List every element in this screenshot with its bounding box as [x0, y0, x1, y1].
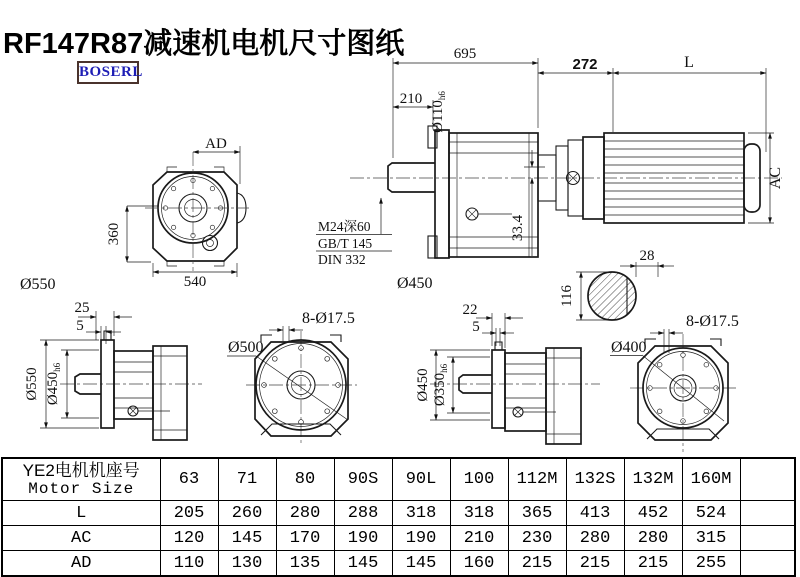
table-header-row — [2, 458, 795, 501]
row-label-L: L — [2, 501, 160, 526]
cell-AC-empty — [740, 526, 795, 551]
dim-28: 28 — [639, 248, 655, 264]
cell-AC-7: 280 — [566, 526, 624, 551]
dim-272: 272 — [572, 56, 598, 73]
dim-210: 210 — [399, 91, 423, 107]
cell-L-8: 452 — [624, 501, 682, 526]
cell-AD-0: 110 — [160, 551, 218, 577]
cell-AD-6: 215 — [508, 551, 566, 577]
dim-5-v3: 5 — [472, 319, 480, 335]
dim-dia-350-v3: $Ø350_{h6}$ — [432, 363, 449, 407]
cell-L-2: 280 — [276, 501, 334, 526]
col-90s: 90S — [334, 458, 392, 501]
dim-L: L — [684, 54, 694, 71]
front-view-drawing — [20, 136, 249, 293]
cell-AD-9: 255 — [682, 551, 740, 577]
label-dia-450-main: Ø450 — [397, 275, 433, 292]
page-title: RF147R87减速机电机尺寸图纸 — [3, 28, 405, 60]
dim-22: 22 — [462, 302, 478, 318]
cell-AD-7: 215 — [566, 551, 624, 577]
dim-dia-550-v1: Ø550 — [24, 367, 40, 401]
col-112m: 112M — [508, 458, 566, 501]
bottom-view-1 — [24, 300, 202, 440]
bottom-view-4 — [610, 313, 739, 452]
cell-AD-empty — [740, 551, 795, 577]
col-90l: 90L — [392, 458, 450, 501]
label-holes-v4: 8-Ø17.5 — [686, 313, 739, 330]
col-empty — [740, 458, 795, 501]
dim-540: 540 — [183, 274, 207, 290]
dim-116: 116 — [559, 285, 575, 307]
cell-L-0: 205 — [160, 501, 218, 526]
cell-L-empty — [740, 501, 795, 526]
dim-shaft-diameter: $Ø110_{h6}$ — [430, 91, 447, 133]
cell-L-7: 413 — [566, 501, 624, 526]
cell-AC-0: 120 — [160, 526, 218, 551]
row-label-AD: AD — [2, 551, 160, 577]
table-row-L — [2, 501, 795, 526]
header-cn: YE2电机机座号 — [22, 460, 140, 480]
dim-dia-450-v1: $Ø450_{h6}$ — [45, 362, 62, 406]
cell-L-6: 365 — [508, 501, 566, 526]
note-din-332: DIN 332 — [318, 252, 366, 267]
table-header-motor-size — [2, 458, 160, 501]
cell-AD-1: 130 — [218, 551, 276, 577]
cell-L-1: 260 — [218, 501, 276, 526]
cell-L-4: 318 — [392, 501, 450, 526]
col-132s: 132S — [566, 458, 624, 501]
dim-25: 25 — [74, 300, 90, 316]
col-160m: 160M — [682, 458, 740, 501]
dim-ad: AD — [205, 136, 227, 152]
label-dia-550: Ø550 — [20, 276, 56, 293]
cell-AC-1: 145 — [218, 526, 276, 551]
header-en: Motor Size — [28, 479, 135, 498]
row-label-AC: AC — [2, 526, 160, 551]
dim-33-4: 33.4 — [510, 214, 526, 242]
technical-drawing — [0, 40, 800, 455]
cell-L-9: 524 — [682, 501, 740, 526]
cell-AD-4: 145 — [392, 551, 450, 577]
cell-AC-5: 210 — [450, 526, 508, 551]
label-dia-500: Ø500 — [228, 339, 264, 356]
cell-AC-6: 230 — [508, 526, 566, 551]
table-row-AD — [2, 551, 795, 577]
table-row-AC — [2, 526, 795, 551]
col-132m: 132M — [624, 458, 682, 501]
dim-695: 695 — [453, 46, 477, 62]
dim-ac: AC — [767, 166, 784, 190]
bottom-view-2 — [227, 310, 357, 446]
note-tap-m24: M24深60 — [318, 219, 371, 234]
label-dia-400: Ø400 — [611, 339, 647, 356]
cell-AD-8: 215 — [624, 551, 682, 577]
col-71: 71 — [218, 458, 276, 501]
dim-5-v1: 5 — [76, 318, 84, 334]
cell-L-3: 288 — [334, 501, 392, 526]
cell-AD-5: 160 — [450, 551, 508, 577]
cell-AC-4: 190 — [392, 526, 450, 551]
main-view-drawing — [316, 46, 784, 320]
col-63: 63 — [160, 458, 218, 501]
col-100: 100 — [450, 458, 508, 501]
cell-AC-9: 315 — [682, 526, 740, 551]
label-holes-v2: 8-Ø17.5 — [302, 310, 355, 327]
brand-logo: BOSERL — [77, 61, 139, 84]
col-80: 80 — [276, 458, 334, 501]
cell-AC-3: 190 — [334, 526, 392, 551]
dim-360: 360 — [106, 222, 122, 246]
note-gbt-145: GB/T 145 — [318, 236, 373, 251]
cell-AD-3: 145 — [334, 551, 392, 577]
cell-AC-8: 280 — [624, 526, 682, 551]
cell-AD-2: 135 — [276, 551, 334, 577]
bottom-view-3 — [415, 302, 600, 444]
cell-L-5: 318 — [450, 501, 508, 526]
cell-AC-2: 170 — [276, 526, 334, 551]
dim-dia-450-v3: Ø450 — [415, 368, 431, 402]
motor-size-table — [1, 457, 796, 577]
